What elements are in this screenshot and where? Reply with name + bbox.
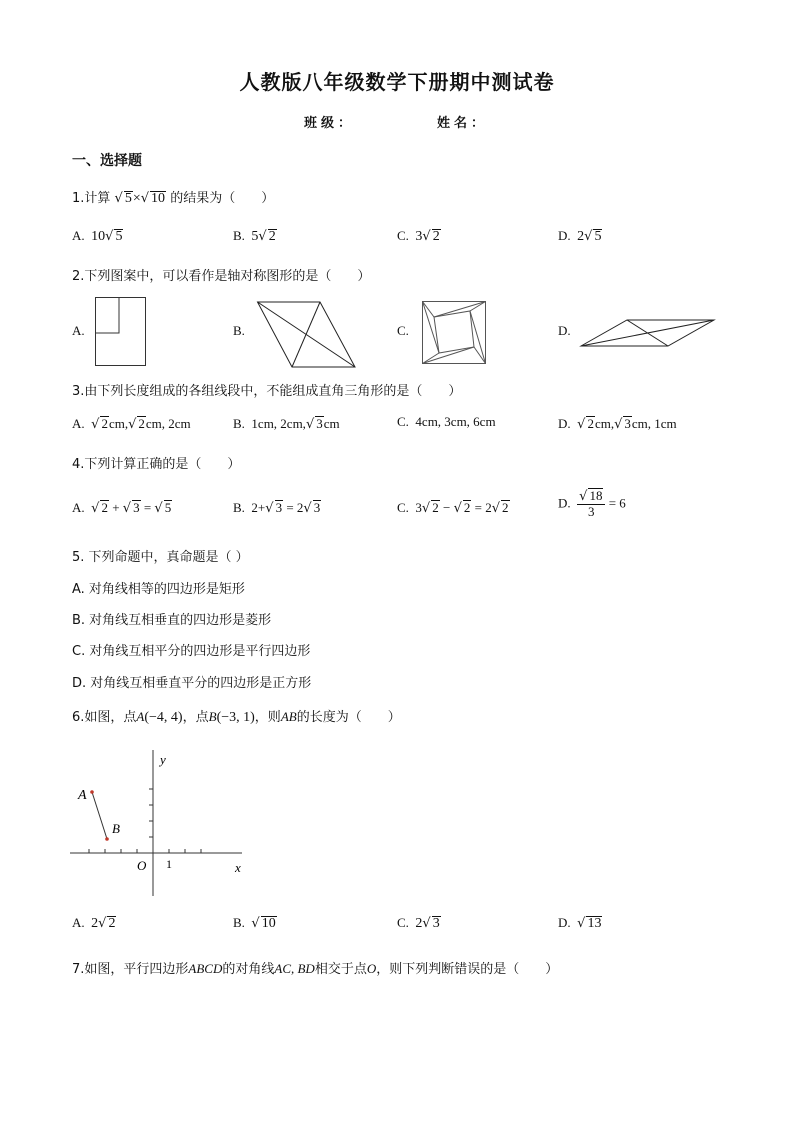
q6-option-d[interactable]: D. √ 13: [558, 915, 602, 931]
q2-figure-b: [257, 301, 357, 369]
label-y: y: [160, 752, 166, 767]
q3-option-b[interactable]: B. 1cm, 2cm,√ 3cm: [233, 416, 340, 432]
question-3: 3.由下列长度组成的各组线段中，不能组成直角三角形的是（ ）: [72, 384, 462, 399]
q6-option-a[interactable]: A. 2√ 2: [72, 915, 116, 931]
q3-option-a[interactable]: A. √ 2cm,√ 2cm, 2cm: [72, 416, 191, 432]
label-x: x: [235, 860, 241, 875]
q6-option-c[interactable]: C. 2√ 3: [397, 915, 440, 931]
question-4: 4.下列计算正确的是（ ）: [72, 457, 241, 472]
q4-option-b[interactable]: B. 2+√ 3 = 2√ 3: [233, 500, 321, 516]
section-heading: 一、选择题: [72, 153, 142, 169]
q2-option-a-label[interactable]: A.: [72, 323, 85, 338]
q3-option-d[interactable]: D. √ 2cm,√ 3cm, 1cm: [558, 416, 677, 432]
q2-figure-a: [95, 297, 147, 367]
point-a: [90, 790, 94, 794]
y-ticks: [149, 789, 153, 837]
q1-option-b[interactable]: B. 5√ 2: [233, 228, 276, 244]
q2-option-c-label[interactable]: C.: [397, 323, 409, 338]
q1-option-a[interactable]: A. 10√ 5: [72, 228, 123, 244]
q2-option-d-label[interactable]: D.: [558, 323, 571, 338]
q5-option-b[interactable]: B. 对角线互相垂直的四边形是菱形: [72, 613, 272, 628]
q2-figure-c: [422, 301, 488, 365]
q4-option-c[interactable]: C. 3√ 2 − √ 2 = 2√ 2: [397, 500, 509, 516]
question-5: 5. 下列命题中，真命题是（ ）: [72, 550, 249, 565]
q6-option-b[interactable]: B. √ 10: [233, 915, 276, 931]
label-one: 1: [166, 857, 172, 871]
x-ticks: [89, 849, 201, 853]
question-2: 2.下列图案中，可以看作是轴对称图形的是（ ）: [72, 269, 371, 284]
q2-option-b-label[interactable]: B.: [233, 323, 245, 338]
q2-figure-d: [580, 318, 716, 348]
q6-coordinate-figure: [70, 750, 250, 900]
q5-option-a[interactable]: A. 对角线相等的四边形是矩形: [72, 582, 245, 597]
label-b: B: [112, 821, 120, 836]
label-a: A: [78, 788, 87, 803]
segment-ab: [92, 792, 107, 839]
q5-option-c[interactable]: C. 对角线互相平分的四边形是平行四边形: [72, 644, 311, 659]
q4-option-a[interactable]: A. √ 2 + √ 3 = √ 5: [72, 500, 172, 516]
page-title: 人教版八年级数学下册期中测试卷: [239, 70, 555, 94]
name-label: 姓名：: [437, 116, 489, 131]
class-label: 班级：: [304, 116, 356, 131]
q3-option-c[interactable]: C. 4cm, 3cm, 6cm: [397, 414, 496, 429]
q4-option-d[interactable]: D. $\frac{√ 18}{3}$ = 6: [558, 488, 626, 519]
question-7: 7.如图，平行四边形ABCD的对角线AC, BD相交于点O，则下列判断错误的是（ ）: [72, 961, 559, 977]
label-origin: O: [137, 858, 147, 873]
q1-option-d[interactable]: D. 2√ 5: [558, 228, 602, 244]
q1-option-c[interactable]: C. 3√ 2: [397, 228, 440, 244]
question-1: 1.计算 √ 5×√ 10 的结果为（ ）: [72, 191, 275, 206]
q5-option-d[interactable]: D. 对角线互相垂直平分的四边形是正方形: [72, 676, 312, 691]
question-6: 6.如图，点A(−4, 4)，点B(−3, 1)，则AB的长度为（ ）: [72, 709, 401, 725]
point-b: [105, 837, 109, 841]
